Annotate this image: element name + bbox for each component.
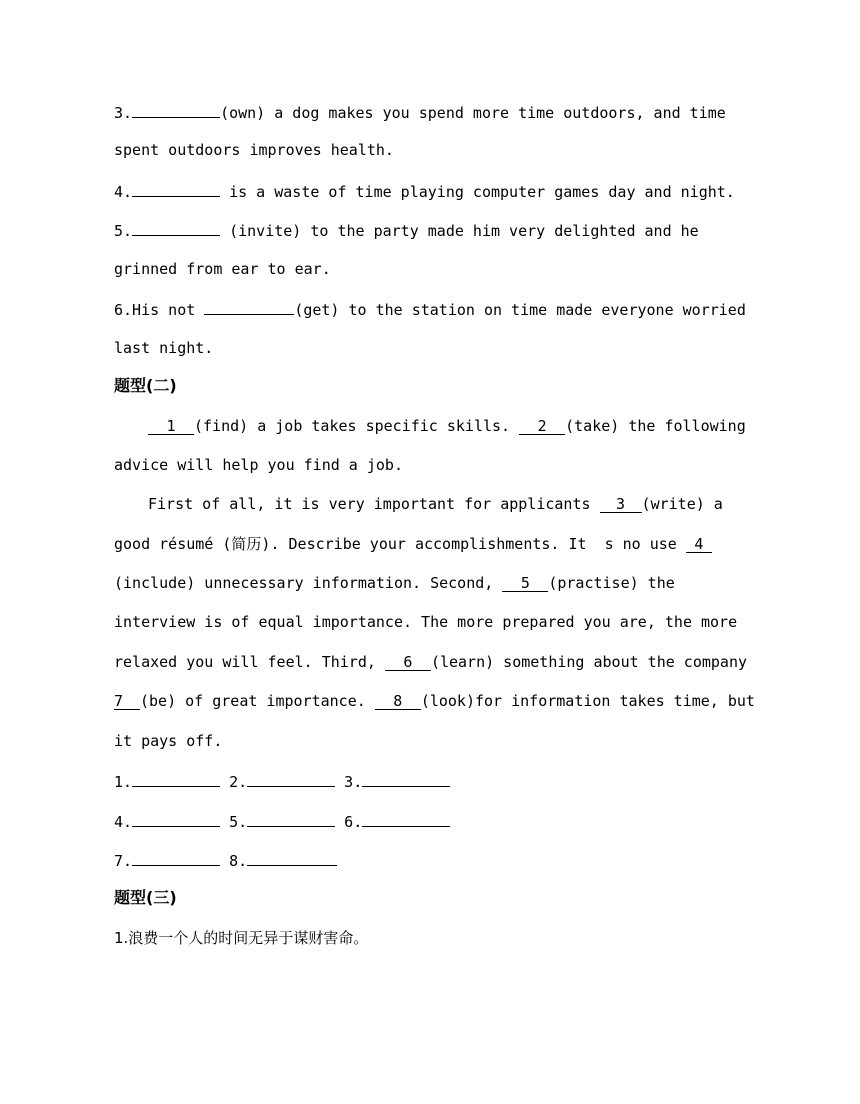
passage-line	[114, 691, 754, 711]
answer-blank-6[interactable]	[362, 810, 450, 827]
question-text: (get) to the station on time made everyone worried	[294, 301, 746, 319]
translation-question-1: 1.浪费一个人的时间无异于谋财害命。	[114, 929, 369, 947]
section-2-heading: 题型(二)	[114, 376, 177, 395]
question-5	[114, 219, 754, 241]
answer-blank-8[interactable]	[247, 849, 337, 866]
answer-blank[interactable]	[204, 298, 294, 315]
answer-label: 7.	[114, 852, 133, 870]
question-6-continued: last night.	[114, 339, 214, 357]
answer-blank[interactable]	[132, 219, 220, 236]
question-text: 6.His not	[114, 301, 205, 319]
question-6	[114, 298, 754, 320]
passage-line: it pays off.	[114, 732, 223, 750]
question-text: (invite) to the party made him very delighted and he	[220, 222, 699, 240]
passage-text: First of all, it is very important for applicants	[148, 495, 600, 513]
passage-blank-7[interactable]: 7	[114, 693, 140, 710]
passage-blank-8[interactable]: 8	[375, 693, 421, 710]
answer-blank-7[interactable]	[132, 849, 220, 866]
passage-text: good résumé (	[114, 535, 232, 553]
question-text: (own) a dog makes you spend more time outdoors, and time	[220, 104, 726, 122]
passage-blank-4[interactable]: 4	[686, 536, 712, 553]
passage-blank-2[interactable]: 2	[519, 418, 565, 435]
question-number: 3.	[114, 104, 133, 122]
answer-blank-3[interactable]	[362, 770, 450, 787]
passage-blank-3[interactable]: 3	[600, 496, 642, 513]
passage-text: relaxed you will feel. Third,	[114, 653, 385, 671]
answer-label: 1.	[114, 773, 133, 791]
passage-line	[148, 494, 788, 514]
passage-line: interview is of equal importance. The more prepared you are, the more	[114, 613, 738, 631]
question-5-continued: grinned from ear to ear.	[114, 260, 331, 278]
passage-text: (include) unnecessary information. Second,	[114, 574, 503, 592]
answer-blank-5[interactable]	[247, 810, 335, 827]
passage-line	[114, 652, 754, 672]
answer-label: 6.	[335, 813, 363, 831]
passage-blank-1[interactable]: 1	[148, 418, 194, 435]
section-3-heading: 题型(三)	[114, 888, 177, 907]
passage-text: (write) a	[641, 495, 723, 513]
answer-blank[interactable]	[132, 180, 220, 197]
passage-text: (take) the following	[565, 417, 746, 435]
answer-blank-4[interactable]	[132, 810, 220, 827]
passage-line: advice will help you find a job.	[114, 456, 403, 474]
question-text: is a waste of time playing computer games day and night.	[220, 183, 735, 201]
passage-text: (learn) something about the company	[430, 653, 748, 671]
answer-label: 4.	[114, 813, 133, 831]
passage-line	[148, 416, 788, 436]
passage-text: (look)for information takes time, but	[420, 692, 755, 710]
question-3	[114, 101, 754, 123]
answer-label: 5.	[220, 813, 248, 831]
question-number: 4.	[114, 183, 133, 201]
answer-blank[interactable]	[132, 101, 220, 118]
passage-text: ). Describe your accomplishments. It s no use	[261, 535, 686, 553]
answer-row	[114, 770, 754, 792]
passage-text-cjk: 简历	[231, 535, 262, 553]
answer-blank-2[interactable]	[247, 770, 335, 787]
question-4	[114, 180, 754, 202]
passage-line	[114, 573, 754, 593]
answer-label: 2.	[220, 773, 248, 791]
answer-label: 3.	[335, 773, 363, 791]
answer-row	[114, 849, 754, 871]
answer-row	[114, 810, 754, 832]
answer-label: 8.	[220, 852, 248, 870]
passage-line	[114, 534, 754, 554]
passage-blank-5[interactable]: 5	[502, 575, 548, 592]
passage-text: (be) of great importance.	[140, 692, 375, 710]
answer-blank-1[interactable]	[132, 770, 220, 787]
passage-text: (find) a job takes specific skills.	[194, 417, 520, 435]
question-number: 5.	[114, 222, 133, 240]
question-3-continued: spent outdoors improves health.	[114, 141, 394, 159]
passage-text: (practise) the	[548, 574, 675, 592]
passage-blank-6[interactable]: 6	[385, 654, 431, 671]
